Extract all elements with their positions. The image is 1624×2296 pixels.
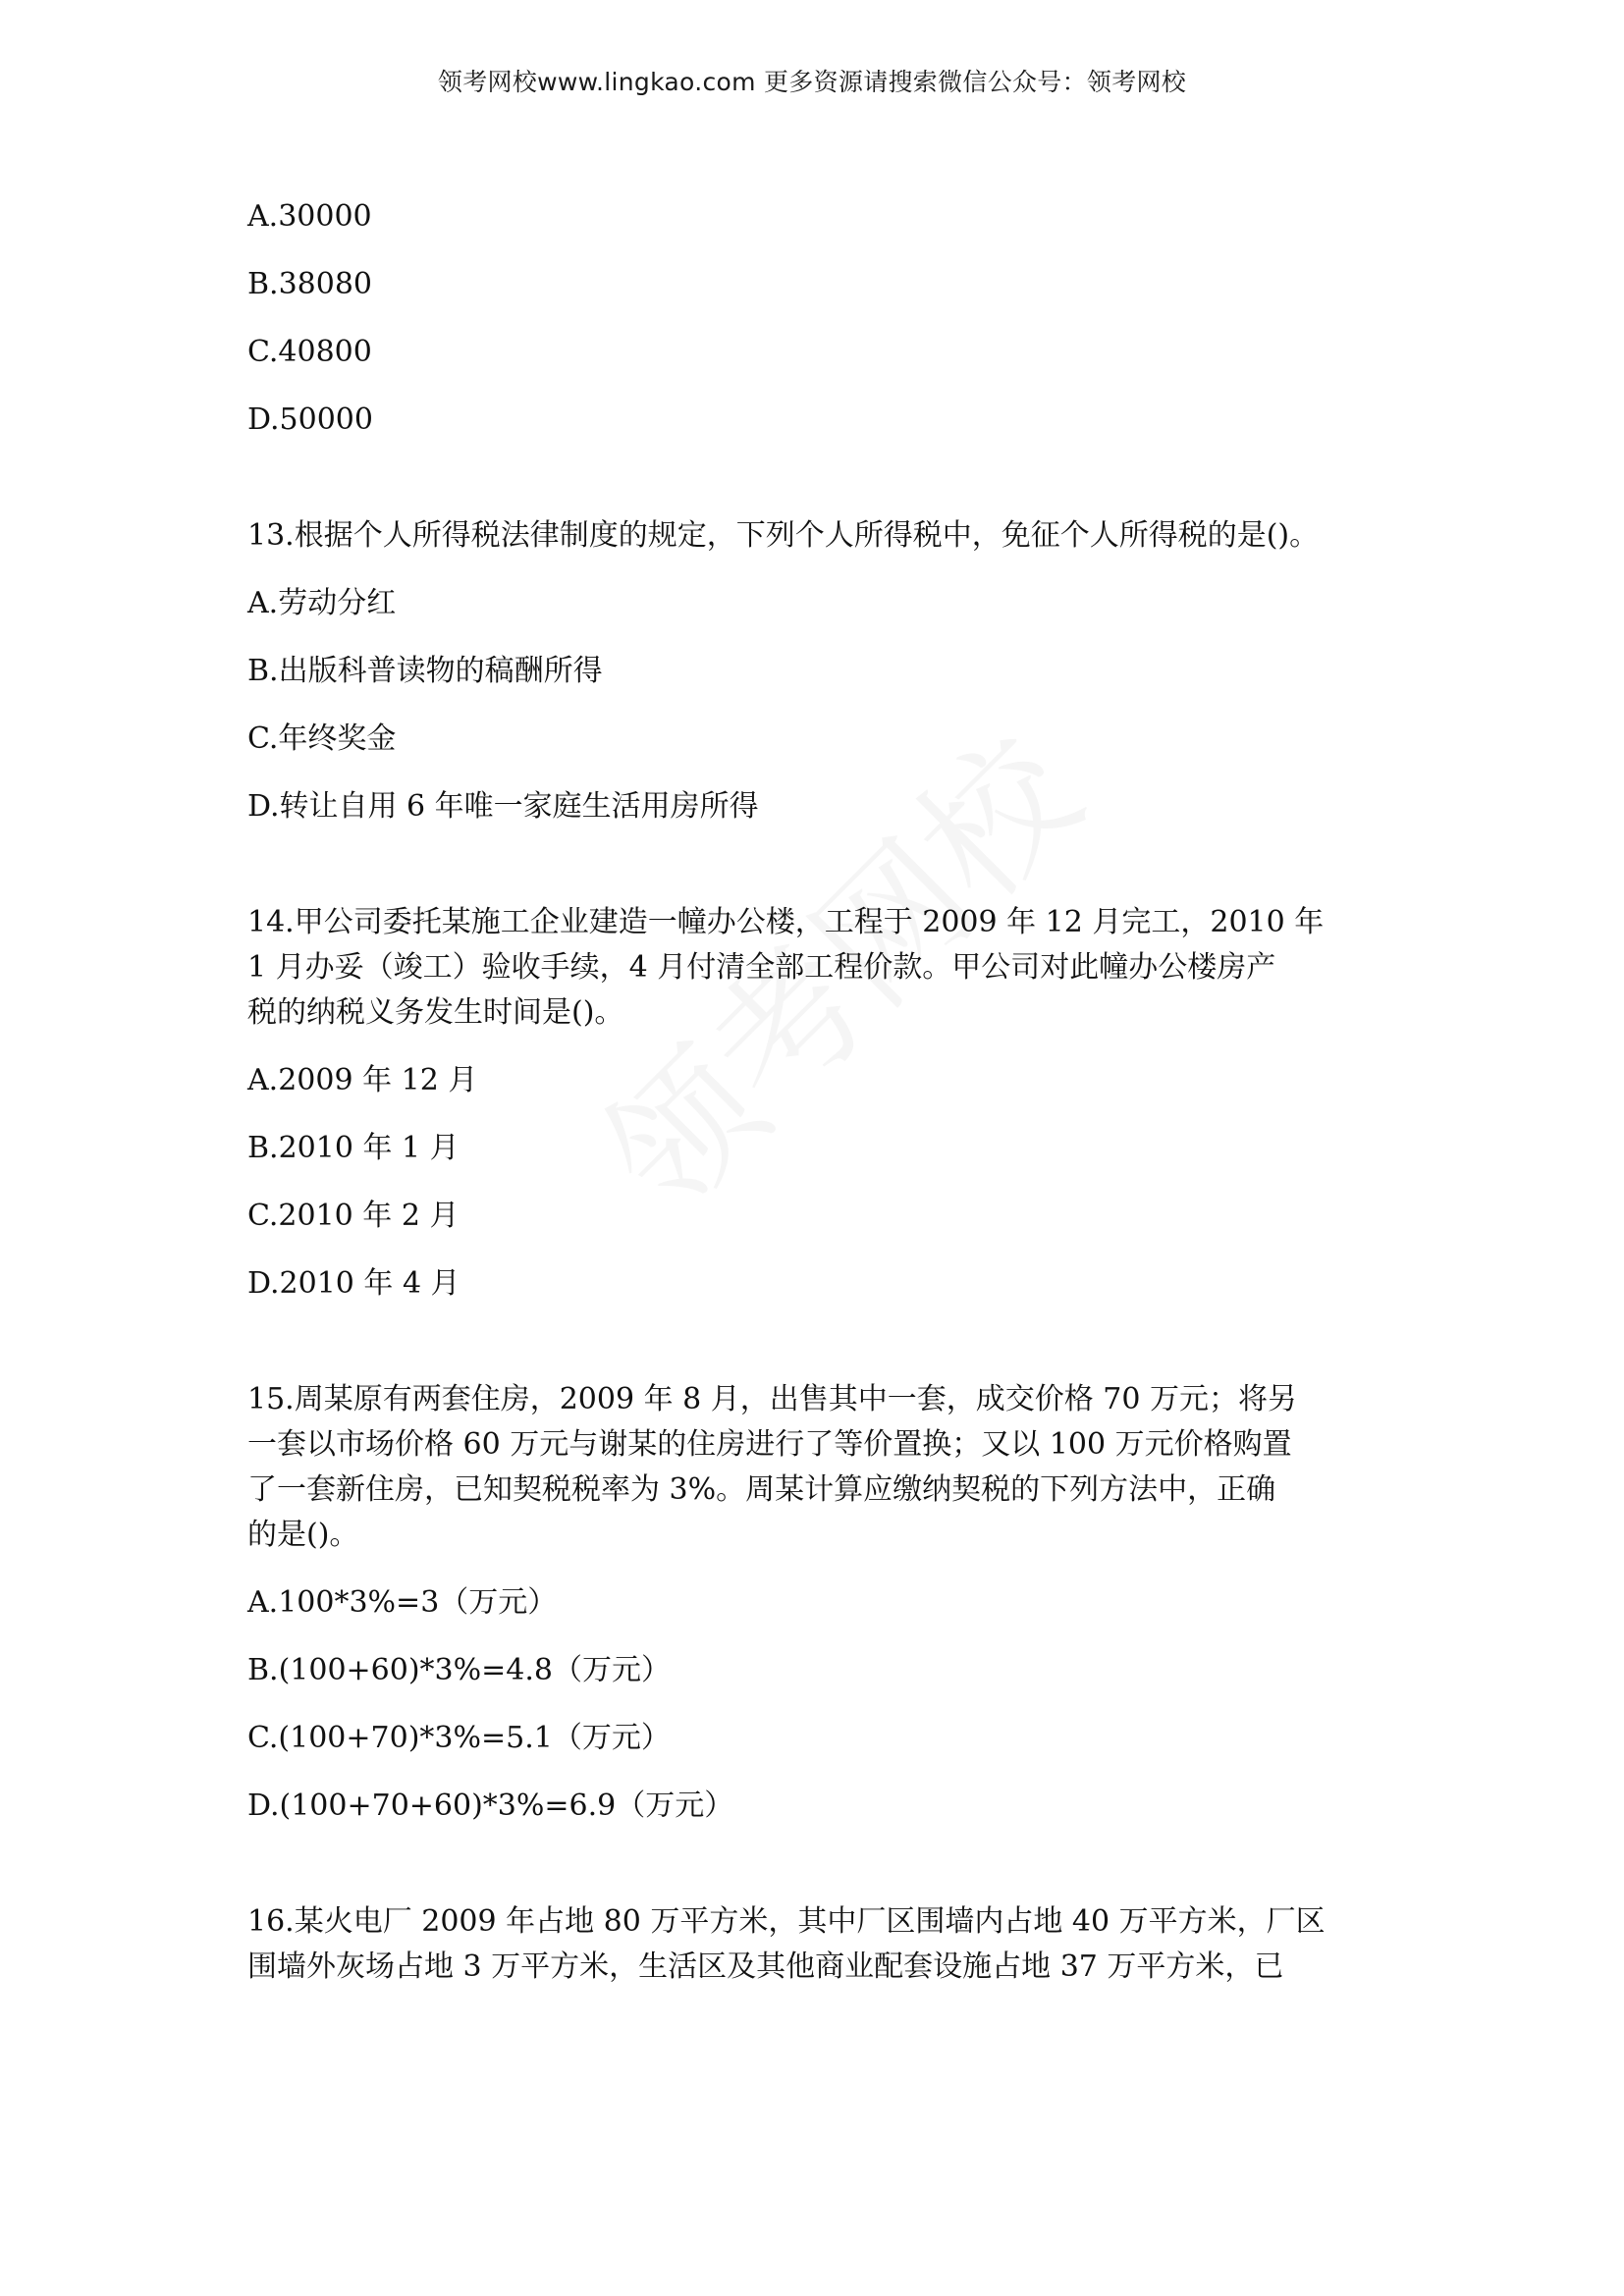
- stem-line: 围墙外灰场占地 3 万平方米，生活区及其他商业配套设施占地 37 万平方米，已: [247, 1949, 1284, 1984]
- option-b: B.(100+60)*3%=4.8（万元）: [247, 1653, 672, 1687]
- stem-line: 了一套新住房，已知契税税率为 3%。周某计算应缴纳契税的下列方法中，正确: [247, 1472, 1276, 1507]
- option-c: C.(100+70)*3%=5.1（万元）: [247, 1721, 671, 1755]
- stem-line: 一套以市场价格 60 万元与谢某的住房进行了等价置换；又以 100 万元价格购置: [247, 1427, 1292, 1462]
- question-15-stem: [247, 1377, 1396, 1558]
- option-a: A.劳动分红: [247, 586, 397, 620]
- option-d: D.2010 年 4 月: [247, 1266, 460, 1301]
- question-15: [247, 1377, 1396, 1829]
- stem-line: 13.根据个人所得税法律制度的规定，下列个人所得税中，免征个人所得税的是()。: [247, 518, 1320, 553]
- question-14: [247, 900, 1396, 1307]
- question-13: [247, 513, 1396, 829]
- option-b: B.38080: [247, 267, 373, 301]
- option-c: C.2010 年 2 月: [247, 1199, 460, 1233]
- option-a: A.100*3%=3（万元）: [247, 1585, 558, 1620]
- option-d: D.转让自用 6 年唯一家庭生活用房所得: [247, 789, 759, 824]
- option-a: A.2009 年 12 月: [247, 1063, 478, 1097]
- page-header: 领考网校www.lingkao.com 更多资源请搜索微信公众号：领考网校: [437, 68, 1187, 96]
- option-c: C.年终奖金: [247, 721, 397, 756]
- question-16: [247, 1899, 1396, 1990]
- option-c: C.40800: [247, 335, 372, 369]
- stem-line: 15.周某原有两套住房，2009 年 8 月，出售其中一套，成交价格 70 万元；将另: [247, 1382, 1297, 1416]
- question-14-stem: [247, 900, 1396, 1036]
- option-d: D.(100+70+60)*3%=6.9（万元）: [247, 1789, 734, 1823]
- option-d: D.50000: [247, 402, 373, 437]
- option-b: B.2010 年 1 月: [247, 1131, 460, 1165]
- stem-line: 1 月办妥（竣工）验收手续，4 月付清全部工程价款。甲公司对此幢办公楼房产: [247, 950, 1276, 985]
- stem-line: 税的纳税义务发生时间是()。: [247, 995, 624, 1030]
- stem-line: 14.甲公司委托某施工企业建造一幢办公楼，工程于 2009 年 12 月完工，2010 年: [247, 905, 1325, 939]
- stem-line: 的是()。: [247, 1518, 359, 1552]
- document-body: [247, 194, 1396, 1990]
- option-a: A.30000: [247, 199, 372, 234]
- question-16-stem: [247, 1899, 1396, 1990]
- question-13-stem: [247, 513, 1396, 559]
- stem-line: 16.某火电厂 2009 年占地 80 万平方米，其中厂区围墙内占地 40 万平方米，厂区: [247, 1904, 1326, 1939]
- option-b: B.出版科普读物的稿酬所得: [247, 654, 603, 688]
- prev-question-options: [247, 194, 1396, 443]
